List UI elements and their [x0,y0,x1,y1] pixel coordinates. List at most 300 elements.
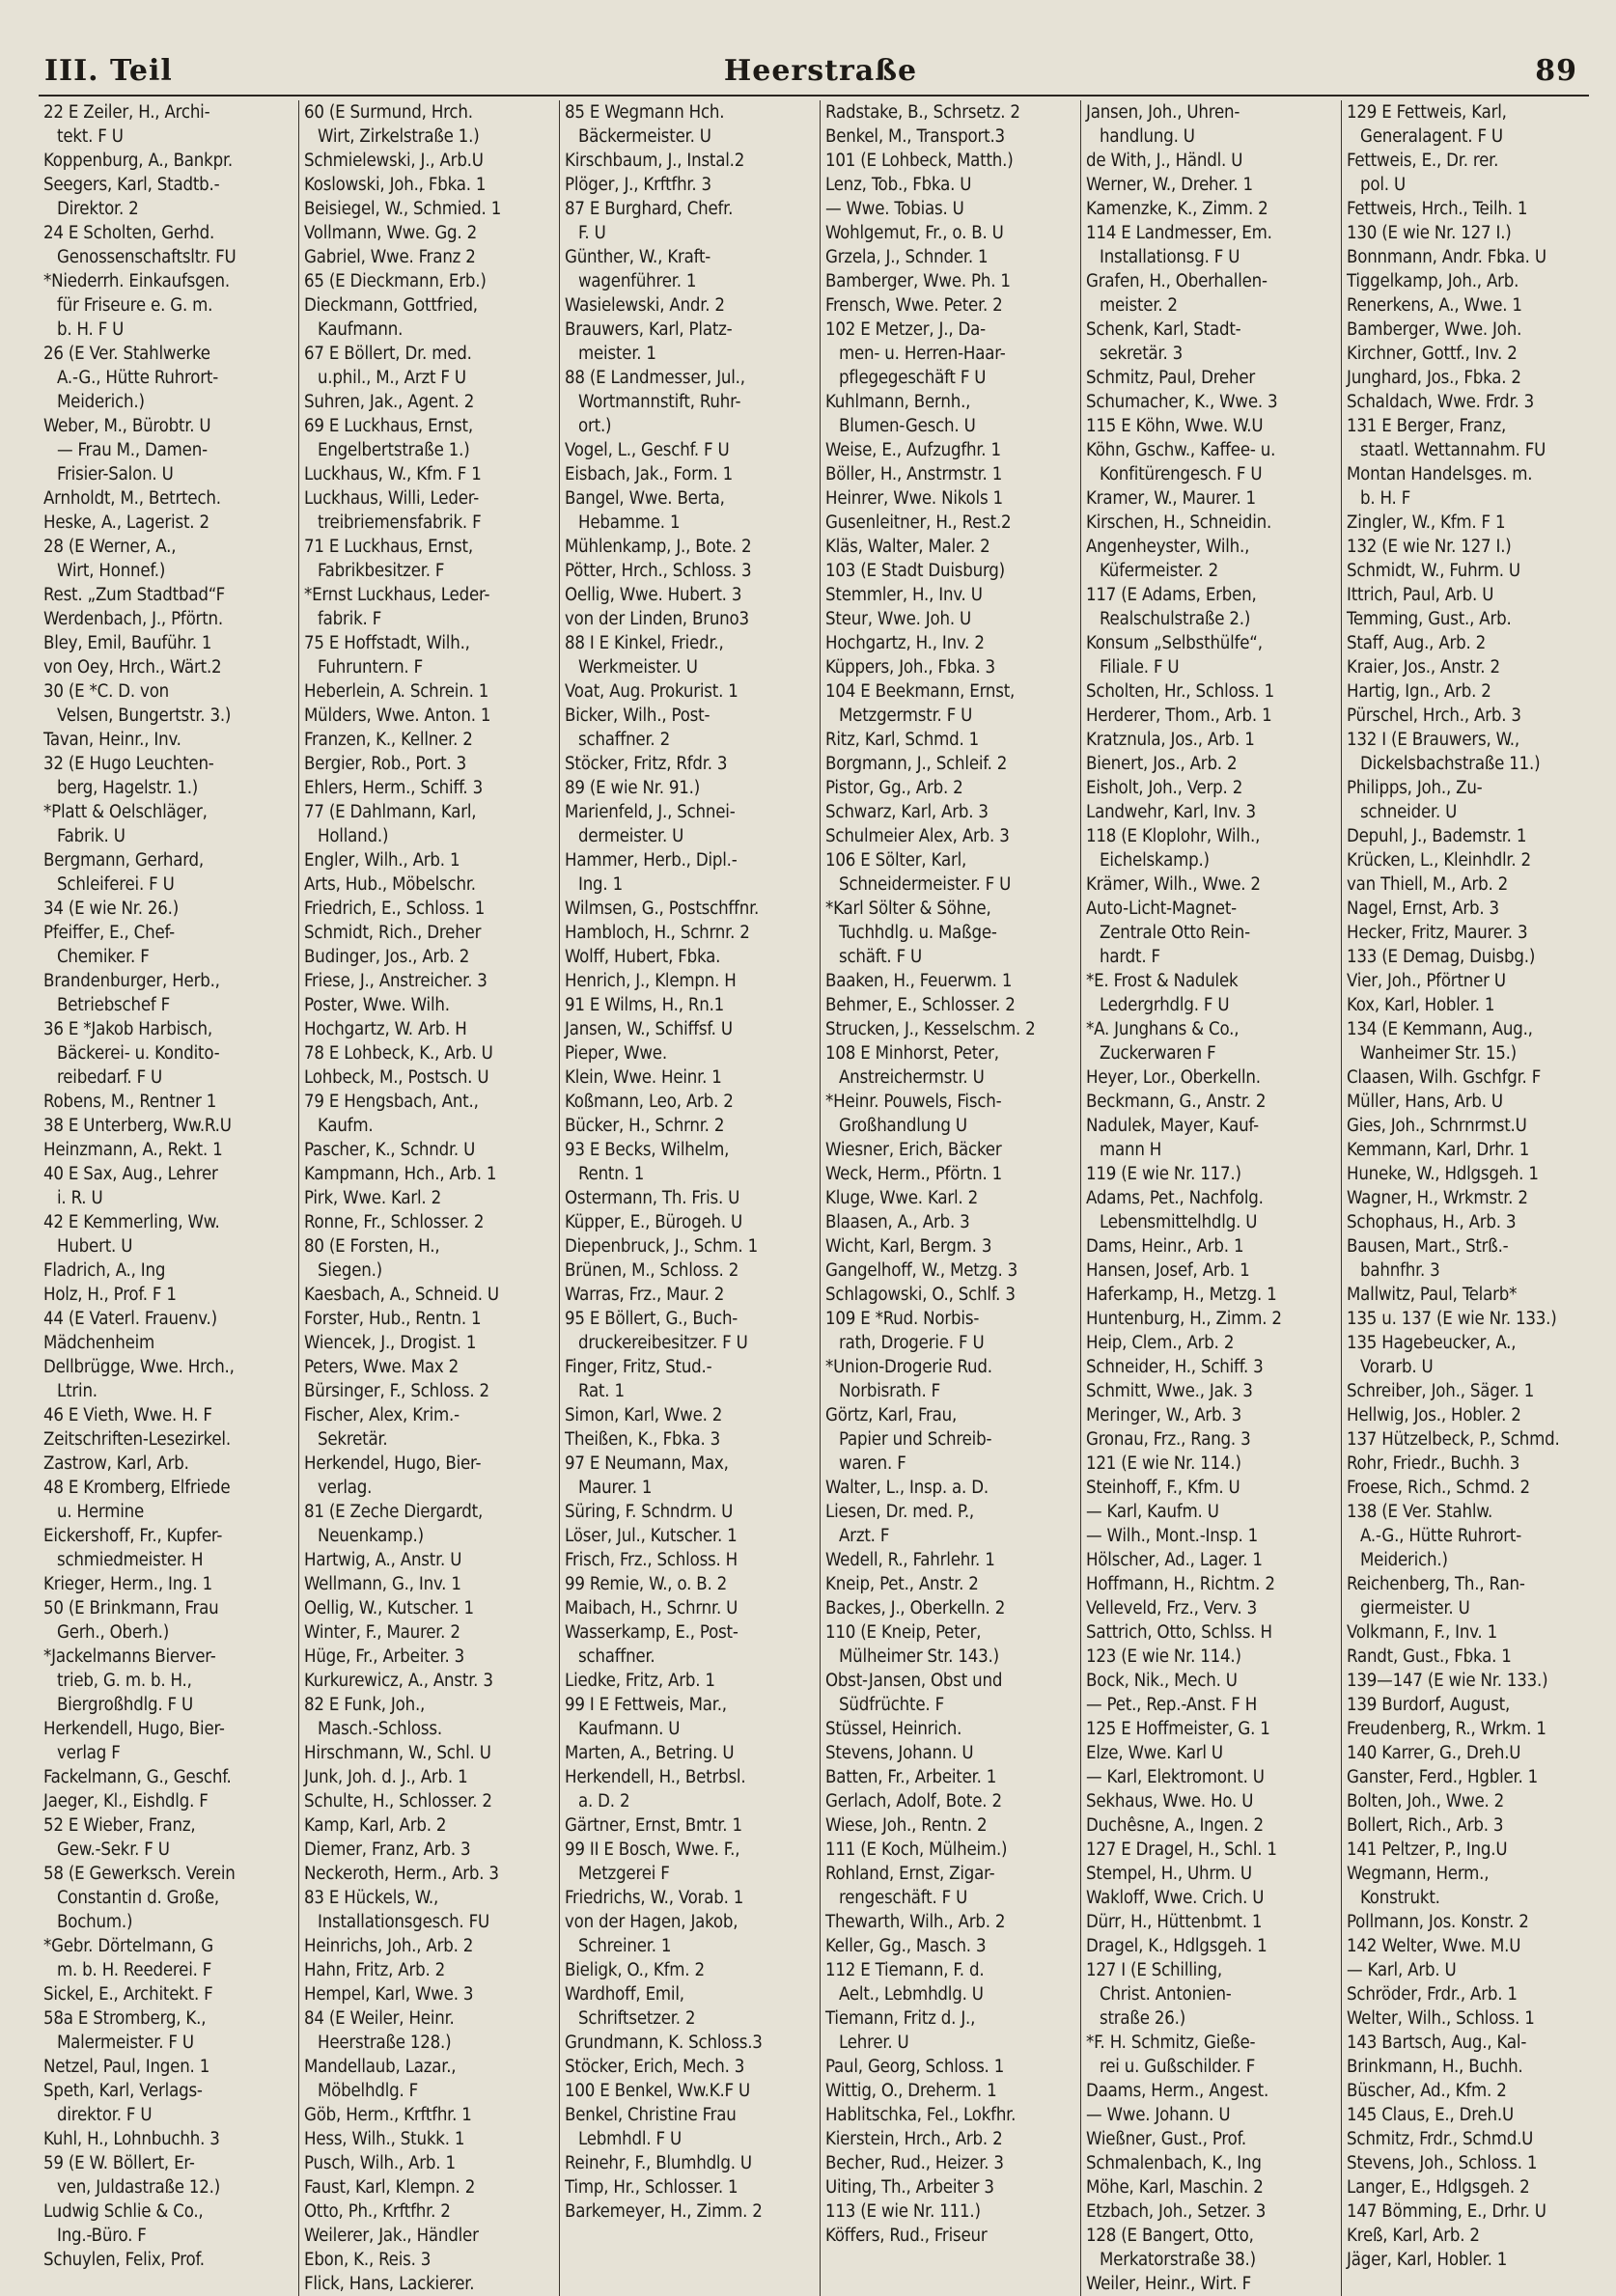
directory-line: Kierstein, Hrch., Arb. 2 [825,2129,1003,2149]
directory-line: Filiale. F U [1100,657,1180,678]
directory-line: Schaldach, Wwe. Frdr. 3 [1347,392,1535,412]
directory-line: Renerkens, A., Wwe. 1 [1347,295,1522,316]
directory-line: Wiencek, J., Drogist. 1 [304,1333,477,1353]
directory-line: ven, Juldastraße 12.) [57,2177,221,2198]
directory-line: Pusch, Wilh., Arb. 1 [304,2153,456,2173]
directory-line: 34 (E wie Nr. 26.) [43,899,180,919]
directory-line: 133 (E Demag, Duisbg.) [1347,947,1536,967]
directory-line: Hempel, Karl, Wwe. 3 [304,1984,474,2005]
directory-line: Vorarb. U [1360,1357,1434,1377]
directory-line: Dickelsbachstraße 11.) [1360,754,1541,774]
directory-line: Beckmann, G., Anstr. 2 [1086,1092,1267,1112]
directory-line: Sattrich, Otto, Schlss. H [1086,1622,1272,1643]
directory-line: Wasserkamp, E., Post- [565,1622,738,1643]
directory-line: Bonnmann, Andr. Fbka. U [1347,247,1546,267]
directory-line: Kaesbach, A., Schneid. U [304,1285,499,1305]
directory-line: Gies, Joh., Schrnrmst.U [1347,1116,1527,1136]
directory-line: Rentn. 1 [578,1164,645,1184]
directory-line: Rat. 1 [578,1381,625,1401]
directory-line: Arnholdt, M., Betrtech. [43,488,221,509]
directory-line: Wakloff, Wwe. Crich. U [1086,1888,1265,1908]
directory-line: Krämer, Wilh., Wwe. 2 [1086,874,1261,895]
directory-line: fabrik. F [318,609,382,629]
directory-line: 114 E Landmesser, Em. [1086,223,1272,243]
directory-line: Suhren, Jak., Agent. 2 [304,392,475,412]
directory-line: 104 E Beekmann, Ernst, [825,681,1016,702]
directory-line: 78 E Lohbeck, K., Arb. U [304,1043,493,1064]
directory-line: — Wwe. Johann. U [1086,2105,1231,2125]
directory-line: Wagner, H., Wrkmstr. 2 [1347,1188,1528,1208]
directory-line: Haferkamp, H., Metzg. 1 [1086,1285,1277,1305]
directory-line: Etzbach, Joh., Setzer. 3 [1086,2201,1267,2222]
directory-line: 59 (E W. Böllert, Er- [43,2153,195,2173]
directory-line: Heip, Clem., Arb. 2 [1086,1333,1235,1353]
directory-line: Finger, Fritz, Stud.- [565,1357,712,1377]
directory-line: Jaeger, Kl., Eishdlg. F [43,1791,209,1812]
directory-line: Kreß, Karl, Arb. 2 [1347,2226,1480,2246]
directory-line: straße 26.) [1100,2008,1185,2029]
directory-line: Bieligk, O., Kfm. 2 [565,1960,705,1980]
directory-line: Ledergrhdlg. F U [1100,995,1230,1015]
directory-line: Warras, Frz., Maur. 2 [565,1285,725,1305]
directory-line: Liedke, Fritz, Arb. 1 [565,1671,715,1691]
directory-line: rei u. Gußschilder. F [1100,2057,1256,2077]
directory-line: Zentrale Otto Rein- [1100,923,1250,943]
directory-line: 118 (E Kloplohr, Wilh., [1086,826,1261,846]
directory-line: Tuchhdlg. u. Maßge- [839,923,997,943]
directory-line: Frensch, Wwe. Peter. 2 [825,295,1003,316]
directory-line: *Niederrh. Einkaufsgen. [43,271,230,291]
directory-line: Gerlach, Adolf, Bote. 2 [825,1791,1002,1812]
directory-line: Pistor, Gg., Arb. 2 [825,778,963,798]
directory-line: Langer, E., Hdlgsgeh. 2 [1347,2177,1530,2198]
directory-line: 147 Bömming, E., Drhr. U [1347,2201,1546,2222]
directory-line: Böller, H., Anstrmstr. 1 [825,464,1003,484]
directory-line: Vogel, L., Geschf. F U [565,440,730,460]
directory-line: Kramer, W., Maurer. 1 [1086,488,1256,509]
directory-line: Grundmann, K. Schloss.3 [565,2033,763,2053]
directory-line: Hablitschka, Fel., Lokfhr. [825,2105,1017,2125]
directory-line: Köffers, Rud., Friseur [825,2226,988,2246]
directory-line: 127 E Dragel, H., Schl. 1 [1086,1840,1277,1860]
directory-line: Pötter, Hrch., Schloss. 3 [565,561,752,581]
column-6 [1342,100,1602,2296]
directory-line: Frisier-Salon. U [57,464,174,484]
directory-line: Lohbeck, M., Postsch. U [304,1067,489,1088]
directory-line: Staff, Aug., Arb. 2 [1347,633,1487,653]
directory-line: Diemer, Franz, Arb. 3 [304,1840,471,1860]
directory-line: 80 (E Forsten, H., [304,1236,440,1257]
directory-line: Werner, W., Dreher. 1 [1086,175,1253,195]
directory-line: Installationsg. F U [1100,247,1240,267]
directory-line: 108 E Minhorst, Peter, [825,1043,999,1064]
directory-line: schäft. F U [839,947,923,967]
directory-line: Koppenburg, A., Bankpr. [43,151,233,171]
directory-line: Vier, Joh., Pförtner U [1347,971,1506,991]
directory-line: Hecker, Fritz, Maurer. 3 [1347,923,1528,943]
directory-line: Lehrer. U [839,2033,909,2053]
directory-line: Simon, Karl, Wwe. 2 [565,1405,723,1425]
directory-line: Jansen, W., Schiffsf. U [565,1019,733,1039]
directory-line: schneider. U [1360,802,1458,822]
directory-line: Küpper, E., Bürogeh. U [565,1212,742,1232]
directory-line: Plöger, J., Krftfhr. 3 [565,175,711,195]
directory-line: *E. Frost & Nadulek [1086,971,1239,991]
directory-line: Landwehr, Karl, Inv. 3 [1086,802,1256,822]
directory-line: Schmielewski, J., Arb.U [304,151,484,171]
directory-line: Nadulek, Mayer, Kauf- [1086,1116,1259,1136]
directory-line: Oellig, Wwe. Hubert. 3 [565,585,742,605]
directory-line: Schumacher, K., Wwe. 3 [1086,392,1278,412]
directory-line: Weiler, Heinr., Wirt. F [1086,2274,1252,2294]
directory-line: Kneip, Pet., Anstr. 2 [825,1574,979,1594]
directory-line: Sickel, E., Architekt. F [43,1984,213,2005]
directory-line: Fladrich, A., Ing [43,1260,166,1281]
directory-line: Engler, Wilh., Arb. 1 [304,850,460,871]
directory-line: 109 E *Rud. Norbis- [825,1309,980,1329]
directory-line: Dragel, K., Hdlgsgeh. 1 [1086,1936,1268,1956]
directory-line: Zeitschriften-Lesezirkel. [43,1429,231,1450]
directory-line: Welter, Wilh., Schloss. 1 [1347,2008,1535,2029]
directory-line: Tiggelkamp, Joh., Arb. [1347,271,1519,291]
directory-line: Schmitz, Frdr., Schmd.U [1347,2129,1534,2149]
directory-line: Maibach, H., Schrnr. U [565,1598,738,1618]
directory-line: 132 (E wie Nr. 127 I.) [1347,537,1512,557]
directory-line: Weck, Herm., Pförtn. 1 [825,1164,1003,1184]
directory-line: 135 Hagebeucker, A., [1347,1333,1517,1353]
directory-line: Grafen, H., Oberhallen- [1086,271,1268,291]
directory-line: Obst-Jansen, Obst und [825,1671,1003,1691]
directory-line: Gärtner, Ernst, Bmtr. 1 [565,1815,742,1836]
directory-line: 44 (E Vaterl. Frauenv.) [43,1309,217,1329]
directory-line: Diepenbruck, J., Schm. 1 [565,1236,758,1257]
directory-line: Norbisrath. F [839,1381,940,1401]
directory-line: 142 Welter, Wwe. M.U [1347,1936,1521,1956]
directory-line: Philipps, Joh., Zu- [1347,778,1483,798]
directory-line: Blaasen, A., Arb. 3 [825,1212,970,1232]
directory-line: Schreiber, Joh., Säger. 1 [1347,1381,1535,1401]
directory-line: Marten, A., Betring. U [565,1743,735,1763]
directory-line: Schmalenbach, K., Ing [1086,2153,1262,2173]
directory-line: 141 Peltzer, P., Ing.U [1347,1840,1508,1860]
directory-line: Ing.-Büro. F [57,2226,147,2246]
directory-line: sekretär. 3 [1100,344,1184,364]
directory-line: Kratznula, Jos., Arb. 1 [1086,730,1255,750]
directory-line: Sekretär. [318,1429,388,1450]
directory-line: Stevens, Johann. U [825,1743,974,1763]
directory-line: Meringer, W., Arb. 3 [1086,1405,1241,1425]
directory-line: Schlagowski, O., Schlf. 3 [825,1285,1016,1305]
directory-line: 75 E Hoffstadt, Wilh., [304,633,470,653]
directory-line: Müller, Hans, Arb. U [1347,1092,1503,1112]
directory-line: Luckhaus, Willi, Leder- [304,488,480,509]
directory-line: Dellbrügge, Wwe. Hrch., [43,1357,235,1377]
directory-line: rath, Drogerie. F U [839,1333,985,1353]
directory-line: Görtz, Karl, Frau, [825,1405,958,1425]
directory-line: Kaufmann. [318,319,404,340]
directory-line: u.phil., M., Arzt F U [318,368,466,388]
directory-line: Brauwers, Karl, Platz- [565,319,733,340]
directory-line: Ritz, Karl, Schmd. 1 [825,730,980,750]
directory-line: Eickershoff, Fr., Kupfer- [43,1526,223,1546]
directory-line: Schophaus, H., Arb. 3 [1347,1212,1517,1232]
directory-line: dermeister. U [578,826,684,846]
directory-line: Peters, Wwe. Max 2 [304,1357,460,1377]
directory-line: Benkel, Christine Frau [565,2105,737,2125]
directory-line: A.-G., Hütte Ruhrort- [1360,1526,1522,1546]
directory-line: 32 (E Hugo Leuchten- [43,754,214,774]
directory-line: — Wwe. Tobias. U [825,199,964,219]
directory-line: Huntenburg, H., Zimm. 2 [1086,1309,1282,1329]
directory-line: 132 I (E Brauwers, W., [1347,730,1519,750]
directory-line: 83 E Hückels, W., [304,1888,439,1908]
directory-line: *Jackelmanns Bierver- [43,1646,216,1667]
directory-line: Göb, Herm., Krftfhr. 1 [304,2105,472,2125]
directory-line: 24 E Scholten, Gerhd. [43,223,215,243]
directory-line: Kuhl, H., Lohnbuchh. 3 [43,2129,220,2149]
directory-line: 130 (E wie Nr. 127 I.) [1347,223,1512,243]
directory-line: Heinrer, Wwe. Nikols 1 [825,488,1003,509]
directory-line: Lebmhdl. F U [578,2129,682,2149]
directory-line: — Wilh., Mont.-Insp. 1 [1086,1526,1258,1546]
directory-line: Mandellaub, Lazar., [304,2057,457,2077]
directory-line: Generalagent. F U [1360,126,1503,147]
directory-line: Steur, Wwe. Joh. U [825,609,971,629]
directory-line: Baaken, H., Feuerwm. 1 [825,971,1013,991]
directory-line: Kox, Karl, Hobler. 1 [1347,995,1495,1015]
directory-line: Maurer. 1 [578,1478,653,1498]
directory-line: 110 (E Kneip, Peter, [825,1622,982,1643]
directory-line: Fettweis, E., Dr. rer. [1347,151,1499,171]
directory-line: Pfeiffer, E., Chef- [43,923,175,943]
directory-line: Fabrikbesitzer. F [318,561,445,581]
directory-line: Duchêsne, A., Ingen. 2 [1086,1815,1264,1836]
directory-line: Meiderich.) [57,392,145,412]
directory-line: waren. F [839,1453,906,1474]
directory-line: Timp, Hr., Schlosser. 1 [565,2177,738,2198]
directory-line: Weise, E., Aufzugfhr. 1 [825,440,1001,460]
column-2 [299,100,560,2296]
directory-line: Koßmann, Leo, Arb. 2 [565,1092,734,1112]
directory-line: Junk, Joh. d. J., Arb. 1 [304,1767,468,1787]
directory-line: 99 I E Fettweis, Mar., [565,1695,727,1715]
directory-line: Wardhoff, Emil, [565,1984,684,2005]
directory-line: Lebensmittelhdlg. U [1100,1212,1258,1232]
directory-line: Temming, Gust., Arb. [1347,609,1512,629]
directory-line: Pürschel, Hrch., Arb. 3 [1347,705,1521,726]
directory-line: Siegen.) [318,1260,382,1281]
directory-line: Hartwig, A., Anstr. U [304,1550,462,1570]
directory-line: *Platt & Oelschläger, [43,802,208,822]
directory-line: Schriftsetzer. 2 [578,2008,696,2029]
directory-line: ort.) [578,416,612,436]
directory-line: *Ernst Luckhaus, Leder- [304,585,490,605]
directory-line: Fettweis, Hrch., Teilh. 1 [1347,199,1528,219]
directory-line: Paul, Georg, Schloss. 1 [825,2057,1005,2077]
directory-line: Auto-Licht-Magnet- [1086,899,1237,919]
directory-line: 65 (E Dieckmann, Erb.) [304,271,487,291]
directory-line: schaffner. [578,1646,655,1667]
directory-line: Steinhoff, F., Kfm. U [1086,1478,1240,1498]
directory-line: Kurkurewicz, A., Anstr. 3 [304,1671,493,1691]
directory-line: Wanheimer Str. 15.) [1360,1043,1517,1064]
directory-line: Junghard, Jos., Fbka. 2 [1347,368,1521,388]
directory-line: 119 (E wie Nr. 117.) [1086,1164,1241,1184]
directory-line: 67 E Böllert, Dr. med. [304,344,472,364]
directory-line: Großhandlung U [839,1116,967,1136]
column-5 [1081,100,1342,2296]
directory-line: Borgmann, J., Schleif. 2 [825,754,1008,774]
directory-line: Konfitürengesch. F U [1100,464,1263,484]
directory-line: — Karl, Kaufm. U [1086,1502,1219,1522]
directory-line: 81 (E Zeche Diergardt, [304,1502,484,1522]
directory-line: Benkel, M., Transport.3 [825,126,1005,147]
directory-line: Realschulstraße 2.) [1100,609,1251,629]
directory-line: a. D. 2 [578,1791,630,1812]
directory-line: Vollmann, Wwe. Gg. 2 [304,223,477,243]
directory-line: Bamberger, Wwe. Ph. 1 [825,271,1011,291]
directory-line: Franzen, K., Kellner. 2 [304,730,473,750]
directory-line: Kirchner, Gottf., Inv. 2 [1347,344,1518,364]
directory-line: Genossenschaftsltr. FU [57,247,237,267]
directory-line: Stempel, H., Uhrm. U [1086,1864,1252,1884]
directory-line: Friedrich, E., Schloss. 1 [304,899,486,919]
directory-line: Bangel, Wwe. Berta, [565,488,725,509]
directory-line: Backes, J., Oberkelln. 2 [825,1598,1006,1618]
directory-line: Stevens, Joh., Schloss. 1 [1347,2153,1538,2173]
directory-line: Huneke, W., Hdlgsgeh. 1 [1347,1164,1539,1184]
directory-line: Bäckermeister. U [578,126,711,147]
directory-line: von der Linden, Bruno3 [565,609,749,629]
directory-line: 103 (E Stadt Duisburg) [825,561,1005,581]
directory-line: Jansen, Joh., Uhren- [1086,102,1240,123]
directory-line: Schulmeier Alex, Arb. 3 [825,826,1010,846]
directory-line: Metzgermstr. F U [839,705,973,726]
directory-line: Masch.-Schloss. [318,1719,442,1739]
directory-line: Stöcker, Erich, Mech. 3 [565,2057,745,2077]
directory-line: Claasen, Wilh. Gschfgr. F [1347,1067,1542,1088]
directory-line: 121 (E wie Nr. 114.) [1086,1453,1241,1474]
directory-line: trieb, G. m. b. H., [57,1671,192,1691]
directory-line: Wilmsen, G., Postschffnr. [565,899,760,919]
directory-line: 48 E Kromberg, Elfriede [43,1478,231,1498]
directory-line: 87 E Burghard, Chefr. [565,199,734,219]
directory-line: Speth, Karl, Verlags- [43,2081,203,2101]
directory-line: Weber, M., Bürobtr. U [43,416,211,436]
directory-line: Tiemann, Fritz d. J., [825,2008,976,2029]
directory-line: Schleiferei. F U [57,874,175,895]
directory-line: Wortmannstift, Ruhr- [578,392,741,412]
directory-line: Wicht, Karl, Bergm. 3 [825,1236,992,1257]
page-number: 89 [1535,54,1577,88]
directory-line: Engelbertstraße 1.) [318,440,470,460]
directory-line: 58 (E Gewerksch. Verein [43,1864,236,1884]
directory-line: treibriemensfabrik. F [318,512,482,533]
directory-line: Theißen, K., Fbka. 3 [565,1429,721,1450]
directory-line: Bäckerei- u. Kondito- [57,1043,220,1064]
directory-line: 127 I (E Schilling, [1086,1960,1222,1980]
directory-line: Uiting, Th., Arbeiter 3 [825,2177,994,2198]
directory-line: Konstrukt. [1360,1888,1440,1908]
directory-line: 117 (E Adams, Erben, [1086,585,1257,605]
directory-line: Barkemeyer, H., Zimm. 2 [565,2201,763,2222]
directory-line: 46 E Vieth, Wwe. H. F [43,1405,212,1425]
directory-line: b. H. F U [57,319,125,340]
directory-line: Ehlers, Herm., Schiff. 3 [304,778,483,798]
directory-line: von Oey, Hrch., Wärt.2 [43,657,222,678]
directory-line: Behmer, E., Schlosser. 2 [825,995,1016,1015]
directory-line: Kraier, Jos., Anstr. 2 [1347,657,1500,678]
directory-line: Pieper, Wwe. [565,1043,667,1064]
directory-line: Bausen, Mart., Strß.- [1347,1236,1509,1257]
directory-line: Velsen, Bungertstr. 3.) [57,705,232,726]
directory-line: Brandenburger, Herb., [43,971,220,991]
directory-line: Rohr, Friedr., Buchh. 3 [1347,1453,1520,1474]
directory-line: Hartig, Ign., Arb. 2 [1347,681,1491,702]
directory-line: Schmitz, Paul, Dreher [1086,368,1256,388]
directory-line: F. U [578,223,606,243]
directory-line: Herkendell, Hugo, Bier- [43,1719,225,1739]
column-4 [821,100,1081,2296]
directory-line: 115 E Köhn, Wwe. W.U [1086,416,1264,436]
directory-line: Reinehr, F., Blumhdlg. U [565,2153,752,2173]
directory-line: Luckhaus, W., Kfm. F 1 [304,464,482,484]
directory-line: — Karl, Elektromont. U [1086,1767,1265,1787]
directory-line: 22 E Zeiler, H., Archi- [43,102,210,123]
directory-line: Küfermeister. 2 [1100,561,1218,581]
directory-line: 102 E Metzer, J., Da- [825,319,986,340]
directory-line: Neckeroth, Herm., Arb. 3 [304,1864,499,1884]
directory-line: Beisiegel, W., Schmied. 1 [304,199,502,219]
directory-line: Mädchenheim [43,1333,155,1353]
directory-line: 134 (E Kemmann, Aug., [1347,1019,1533,1039]
directory-line: Kaufmann. U [578,1719,681,1739]
directory-line: schaffner. 2 [578,730,670,750]
directory-line: Schreiner. 1 [578,1936,672,1956]
directory-line: Froese, Rich., Schmd. 2 [1347,1478,1530,1498]
directory-line: Friedrichs, W., Vorab. 1 [565,1888,744,1908]
directory-line: 113 (E wie Nr. 111.) [825,2201,981,2222]
directory-line: Liesen, Dr. med. P., [825,1502,975,1522]
directory-line: Friese, J., Anstreicher. 3 [304,971,488,991]
street-title: Heerstraße [723,54,918,88]
directory-line: Poster, Wwe. Wilh. [304,995,450,1015]
directory-line: Eisbach, Jak., Form. 1 [565,464,734,484]
directory-line: Krieger, Herm., Ing. 1 [43,1574,212,1594]
directory-line: Wolff, Hubert, Fbka. [565,947,721,967]
directory-line: berg, Hagelstr. 1.) [57,778,199,798]
directory-line: Bochum.) [57,1912,133,1932]
directory-line: 89 (E wie Nr. 91.) [565,778,701,798]
directory-line: i. R. U [57,1188,103,1208]
directory-line: *Karl Sölter & Söhne, [825,899,991,919]
directory-line: 135 u. 137 (E wie Nr. 133.) [1347,1309,1557,1329]
directory-line: druckereibesitzer. F U [578,1333,748,1353]
directory-line: *Gebr. Dörtelmann, G [43,1936,213,1956]
directory-line: Nagel, Ernst, Arb. 3 [1347,899,1499,919]
part-label: III. Teil [44,54,173,88]
directory-line: Seegers, Karl, Stadtb.- [43,175,220,195]
directory-line: Direktor. 2 [57,199,139,219]
directory-line: 91 E Wilms, H., Rn.1 [565,995,725,1015]
directory-line: Köhn, Gschw., Kaffee- u. [1086,440,1276,460]
directory-line: 77 (E Dahlmann, Karl, [304,802,477,822]
directory-line: Holz, H., Prof. F 1 [43,1285,177,1305]
directory-line: Netzel, Paul, Ingen. 1 [43,2057,210,2077]
directory-line: Schulte, H., Schlosser. 2 [304,1791,492,1812]
directory-line: Schmidt, W., Fuhrm. U [1347,561,1520,581]
directory-line: 99 Remie, W., o. B. 2 [565,1574,728,1594]
